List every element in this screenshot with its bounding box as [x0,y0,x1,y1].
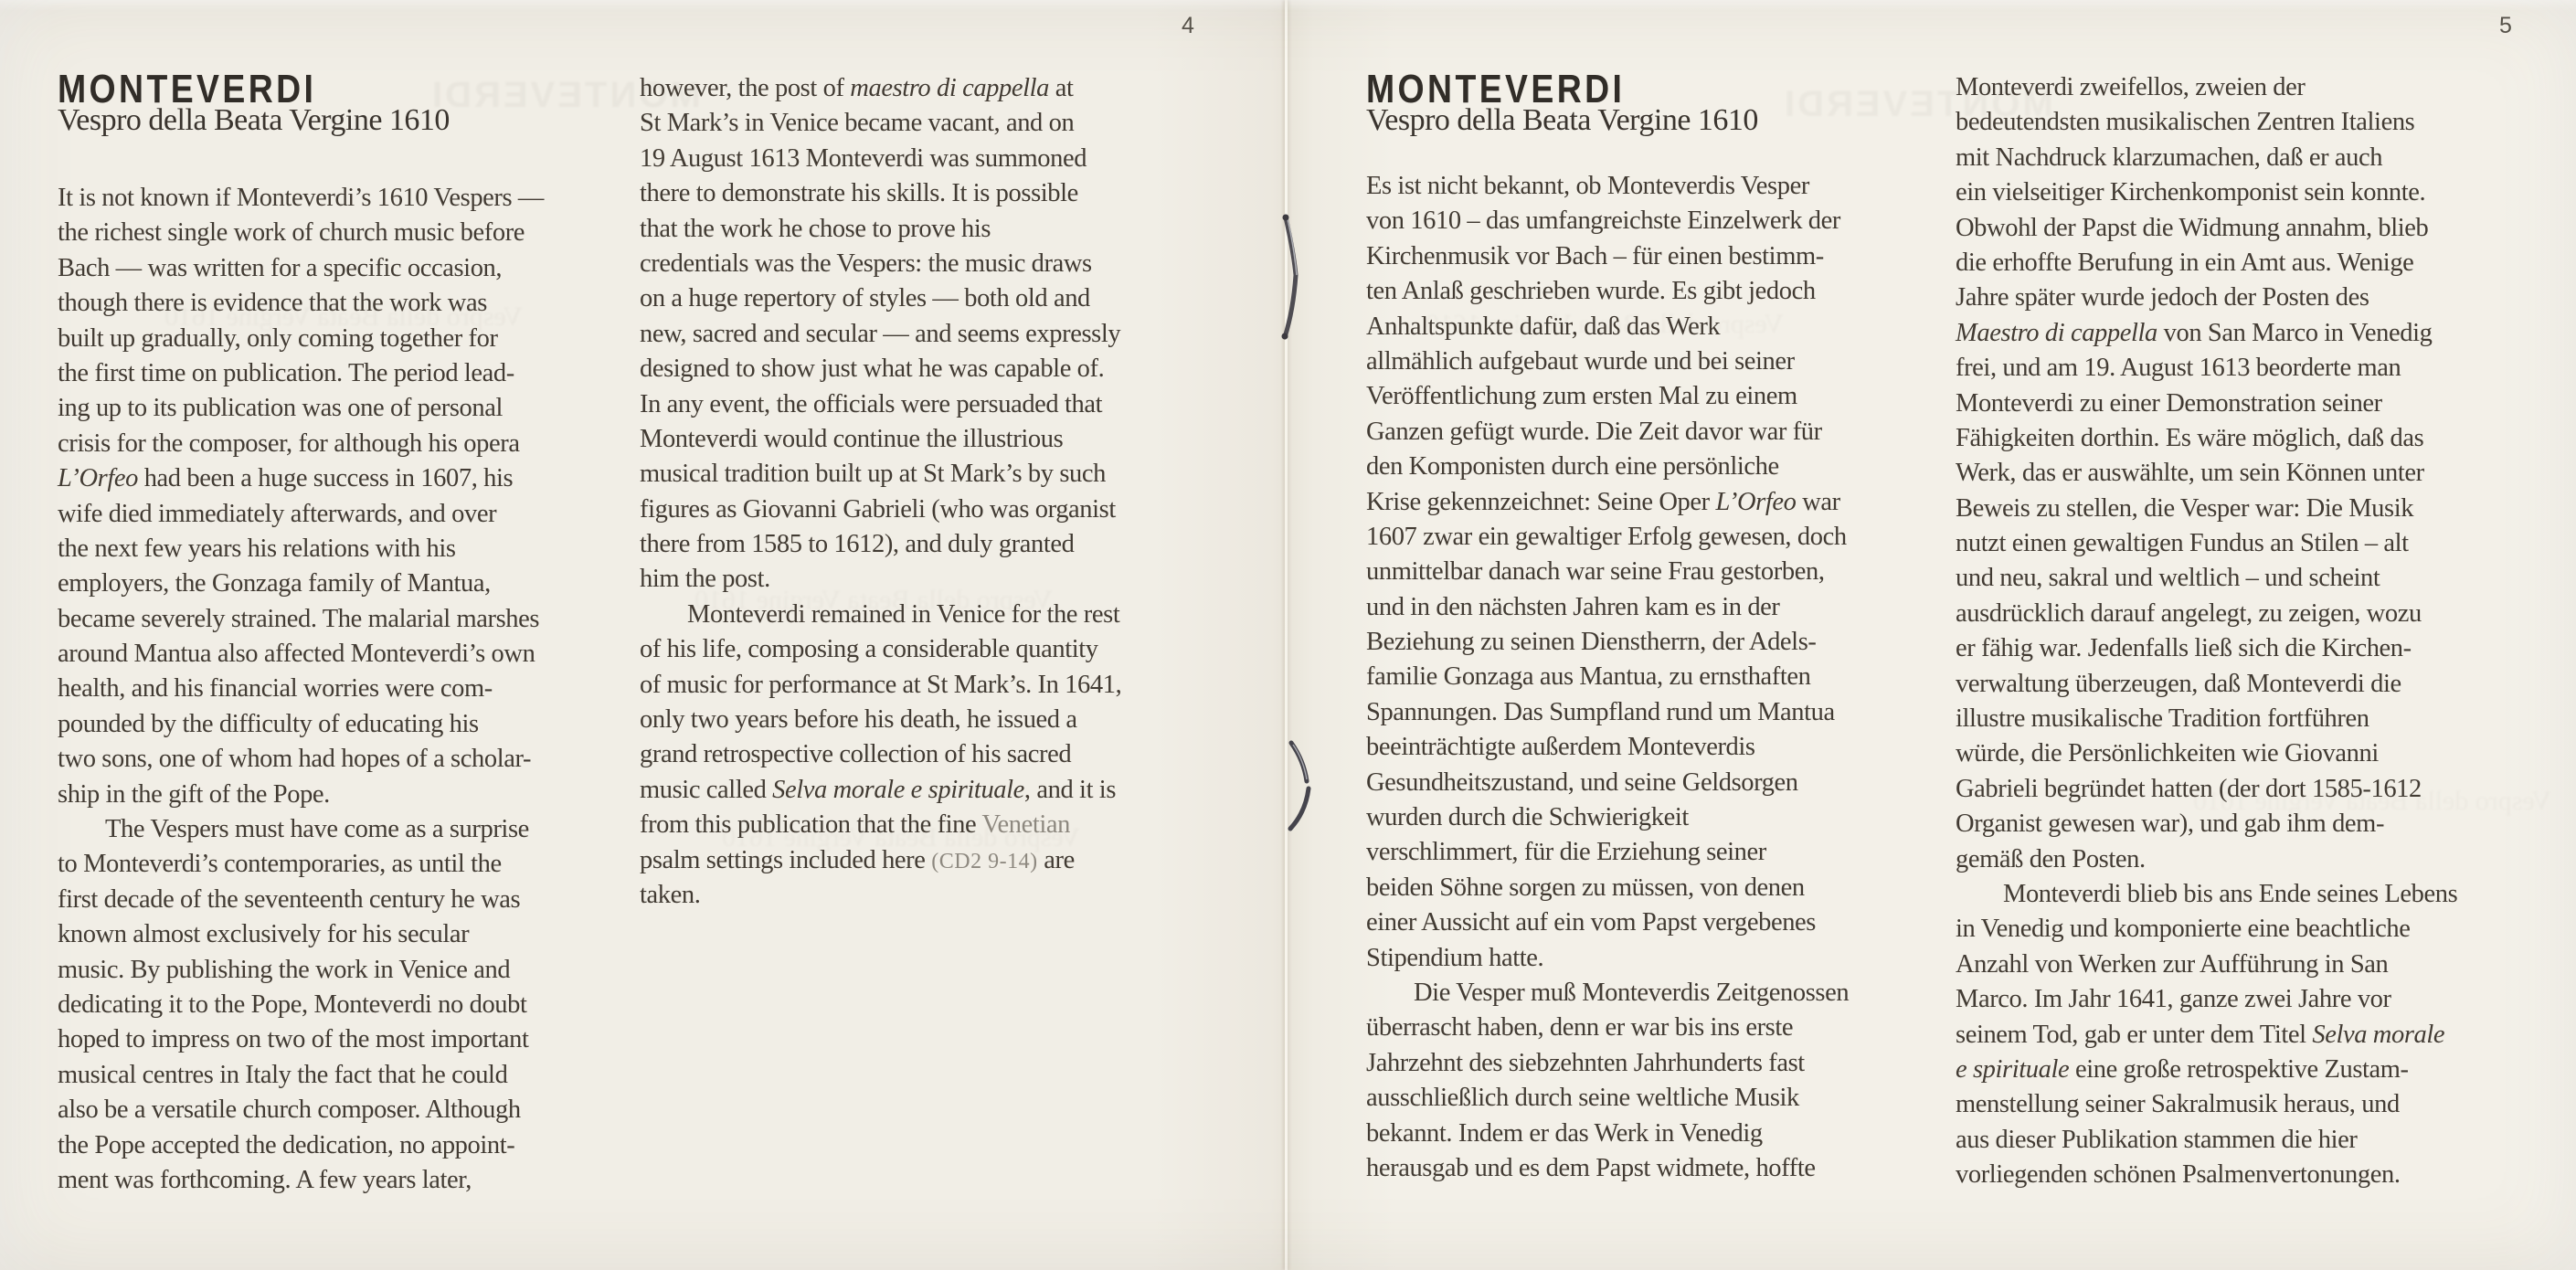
text-line [640,247,1243,281]
text-line [58,322,661,356]
text-line [58,1128,661,1163]
text-segment: the next few years his relations with his [58,534,456,563]
text-segment: health, and his financial worries were com- [58,674,493,704]
text-line [58,391,661,426]
text-line [1956,561,2559,596]
text-line [1366,941,1969,976]
text-line [1366,169,1969,204]
text-segment: , and it is [1023,775,1117,804]
text-line [640,106,1243,141]
text-segment: die erhoffte Berufung in ein Amt aus. Wenige [1956,248,2414,277]
text-line [640,492,1243,527]
text-segment: Monteverdi would continue the illustrious [640,424,1064,453]
text-line [1366,1081,1969,1116]
text-segment: figures as Giovanni Gabrieli (who was organist [640,494,1116,524]
text-line [640,457,1243,492]
text-segment: maestro di cappella [850,74,1050,102]
text-line [1366,871,1969,905]
text-line [58,637,661,672]
text-line [640,703,1243,737]
text-segment: St Mark’s in Venice became vacant, and on [640,109,1075,138]
text-line [58,707,661,742]
text-line [1366,1046,1969,1081]
text-segment: 19 August 1613 Monteverdi was summoned [640,143,1087,173]
text-line [58,847,661,882]
text-segment: there from 1585 to 1612), and duly granted [640,530,1075,559]
text-segment: the first time on publication. The period lead- [58,358,514,387]
text-segment: hoped to impress on two of the most important [58,1025,529,1054]
text-line [58,602,661,637]
text-segment: designed to show just what he was capable of. [640,355,1105,384]
text-segment: ein vielseitiger Kirchenkomponist sein konnte. [1956,178,2426,207]
text-segment: Beziehung zu seinen Dienstherrn, der Adels- [1366,628,1817,657]
text-line [1956,597,2559,631]
text-segment: 1607 zwar ein gewaltiger Erfolg gewesen, doch [1366,522,1847,551]
text-line [58,812,661,847]
text-segment: ment was forthcoming. A few years later, [58,1165,472,1194]
text-segment: music called [640,775,773,804]
text-line [640,352,1243,386]
text-line [640,422,1243,457]
text-segment: unmittelbar danach war seine Frau gestorben, [1366,557,1825,587]
text-segment: built up gradually, only coming together for [58,323,498,353]
scan-top-edge [0,0,2576,11]
text-segment: beeinträchtigte außerdem Monteverdis [1366,733,1755,762]
text-line [640,737,1243,772]
text-line [58,286,661,321]
text-segment: Stipendium hatte. [1366,943,1544,972]
text-line [1956,492,2559,526]
text-segment: of his life, composing a considerable quantity [640,635,1098,664]
text-line [58,917,661,952]
article-subtitle-left: Vespro della Beata Vergine 1610 [58,103,450,137]
text-segment: of music for performance at St Mark’s. In 1641, [640,670,1122,699]
text-line [1366,660,1969,694]
text-segment: herausgab und es dem Papst widmete, hoffte [1366,1153,1816,1182]
text-line [1366,730,1969,765]
text-segment: L’Orfeo [1715,487,1797,516]
text-segment: Maestro di cappella [1956,318,2157,347]
text-line [1956,631,2559,666]
text-segment: The Vespers must have come as a surprise [105,815,529,844]
text-segment: ausdrücklich darauf angelegt, zu zeigen, wozu [1956,598,2422,628]
text-segment: Fähigkeiten dorthin. Es wäre möglich, daß das [1956,423,2424,452]
text-line [1366,1011,1969,1045]
text-segment: music. By publishing the work in Venice and [58,955,511,984]
text-segment: pounded by the difficulty of educating his [58,709,479,738]
text-line [1366,204,1969,238]
text-segment: e spirituale [1956,1054,2070,1084]
text-line [58,216,661,250]
text-segment: became severely strained. The malarial marshes [58,604,540,633]
text-segment: Venetian [981,810,1071,840]
text-line [1956,141,2559,175]
text-line [640,878,1243,913]
text-segment: illustre musikalische Tradition fortführen [1956,704,2369,734]
text-segment: Obwohl der Papst die Widmung annahm, blieb [1956,213,2429,242]
text-line [1366,450,1969,484]
text-line [1366,1151,1969,1186]
text-segment: von 1610 – das umfangreichste Einzelwerk der [1366,206,1840,236]
text-line [58,883,661,917]
text-segment: mit Nachdruck klarzumachen, daß er auch [1956,143,2383,172]
text-segment: verwaltung überzeugen, daß Monteverdi die [1956,669,2401,698]
text-line [1956,1123,2559,1158]
text-segment: him the post. [640,565,770,594]
text-segment: vorliegenden schönen Psalmenvertonungen. [1956,1160,2401,1190]
text-segment: however, the post of [640,74,851,102]
text-line [1956,351,2559,386]
text-line [1956,736,2559,771]
text-line [640,281,1243,316]
text-line [58,742,661,777]
text-line [1956,982,2559,1017]
text-line [640,598,1243,632]
text-line [640,632,1243,667]
text-segment: überrascht haben, denn er war bis ins erste [1366,1013,1794,1042]
text-line [1366,835,1969,870]
text-line [1956,175,2559,210]
text-line [58,181,661,216]
text-line [1956,386,2559,421]
text-line [1956,772,2559,807]
text-segment: L’Orfeo [58,464,138,493]
text-segment: bedeutendsten musikalischen Zentren Italiens [1956,108,2415,137]
text-column-right-2 [1956,70,2559,1193]
text-line [1956,211,2559,246]
text-segment: Organist gewesen war), und gab ihm dem- [1956,810,2385,839]
text-line [640,527,1243,562]
text-line [1366,485,1969,520]
text-segment: to Monteverdi’s contemporaries, as until the [58,850,502,879]
text-segment: Spannungen. Das Sumpfland rund um Mantua [1366,697,1835,726]
text-segment: Monteverdi blieb bis ans Ende seines Lebens [2003,879,2458,908]
text-segment: in Venedig und komponierte eine beachtliche [1956,915,2411,944]
text-line [1366,976,1969,1011]
text-segment: ing up to its publication was one of personal [58,394,503,423]
text-segment: grand retrospective collection of his sacred [640,740,1072,769]
text-line [58,953,661,988]
text-line [1956,877,2559,912]
text-line [58,1093,661,1127]
text-line [640,562,1243,597]
text-segment: gemäß den Posten. [1956,844,2146,873]
text-line [1956,105,2559,140]
text-line [1956,807,2559,841]
text-line [58,672,661,706]
page-number-left: 4 [1182,13,1194,38]
text-segment: though there is evidence that the work was [58,289,487,318]
text-segment: two sons, one of whom had hopes of a scholar- [58,745,532,774]
text-segment: familie Gonzaga aus Mantua, zu ernsthaften [1366,662,1811,692]
text-line [1366,555,1969,589]
text-line [1956,1158,2559,1192]
text-segment: und neu, sakral und weltlich – und scheint [1956,564,2380,593]
gutter-fold [1285,0,1288,1270]
text-line [1956,421,2559,456]
text-line [1366,625,1969,660]
text-segment: Die Vesper muß Monteverdis Zeitgenossen [1414,978,1850,1007]
text-segment: Monteverdi remained in Venice for the rest [687,599,1120,629]
text-segment: the richest single work of church music before [58,218,525,248]
text-line [1366,1117,1969,1151]
text-line [640,773,1243,808]
text-segment: Marco. Im Jahr 1641, ganze zwei Jahre vor [1956,985,2391,1014]
text-segment: Jahrzehnt des siebzehnten Jahrhunderts fast [1366,1048,1805,1077]
text-segment: Selva morale e spirituale [772,775,1024,804]
text-line [1366,905,1969,940]
text-segment: einer Aussicht auf ein vom Papst vergebenes [1366,908,1816,937]
text-segment: that the work he chose to prove his [640,214,991,243]
text-segment: ship in the gift of the Pope. [58,779,330,809]
text-line [1366,379,1969,414]
text-segment: crisis for the composer, for although his opera [58,429,520,458]
text-line [1956,526,2559,561]
text-segment: Selva morale [2312,1020,2445,1049]
text-segment: allmählich aufgebaut wurde und bei seiner [1366,346,1795,376]
article-heading-right: MONTEVERDI [1366,67,1626,111]
text-line [1366,766,1969,800]
text-line [1956,1053,2559,1087]
text-line [58,988,661,1022]
text-segment: the Pope accepted the dedication, no appoint- [58,1130,515,1159]
text-line [1366,590,1969,625]
text-segment: menstellung seiner Sakralmusik heraus, und [1956,1090,2400,1119]
text-segment: first decade of the seventeenth century he was [58,884,521,914]
text-segment: psalm settings included here [640,845,932,874]
text-segment: wife died immediately afterwards, and over [58,499,497,528]
text-line [58,427,661,461]
text-line [58,566,661,601]
text-segment: würde, die Persönlichkeiten wie Giovanni [1956,739,2379,768]
text-segment: eine große retrospektive Zustam- [2069,1054,2409,1084]
text-segment: at [1049,74,1074,102]
text-line [1366,520,1969,555]
text-segment: Beweis zu stellen, die Vesper war: Die Musik [1956,493,2414,523]
text-segment: Jahre später wurde jedoch der Posten des [1956,283,2369,312]
text-segment: there to demonstrate his skills. It is possible [640,179,1078,208]
text-line [1366,695,1969,730]
text-segment: musical centres in Italy the fact that he could [58,1060,508,1089]
text-line [1956,316,2559,351]
text-segment: seinem Tod, gab er unter dem Titel [1956,1020,2313,1049]
text-line [640,142,1243,176]
text-segment: on a huge repertory of styles — both old and [640,284,1090,313]
text-segment: had been a huge success in 1607, his [137,464,514,493]
text-segment: den Komponisten durch eine persönliche [1366,452,1779,482]
text-column-left-2 [640,71,1243,913]
article-subtitle-right: Vespro della Beata Vergine 1610 [1366,103,1758,137]
text-segment: und in den nächsten Jahren kam es in der [1366,592,1780,621]
text-segment: er fähig war. Jedenfalls ließ sich die Kirchen- [1956,634,2412,663]
text-segment: known almost exclusively for his secular [58,920,470,949]
page-number-right: 5 [2499,13,2512,38]
text-line [1366,239,1969,274]
text-segment: bekannt. Indem er das Werk in Venedig [1366,1118,1763,1148]
text-line [1366,274,1969,309]
text-segment: employers, the Gonzaga family of Mantua, [58,569,491,598]
text-segment: Ganzen gefügt wurde. Die Zeit davor war für [1366,417,1822,446]
text-line [1956,912,2559,947]
text-segment: dedicating it to the Pope, Monteverdi no doubt [58,990,527,1019]
text-line [58,1163,661,1198]
text-line [1956,70,2559,105]
text-segment: Es ist nicht bekannt, ob Monteverdis Vesper [1366,172,1809,200]
article-heading-left: MONTEVERDI [58,67,317,111]
text-line [1956,1018,2559,1053]
text-segment: Anzahl von Werken zur Aufführung in San [1956,949,2389,979]
text-segment: Werk, das er auswählte, um sein Können unter [1956,459,2424,488]
text-segment: taken. [640,880,701,909]
text-segment: only two years before his death, he issued a [640,705,1077,735]
text-line [58,532,661,566]
text-segment: credentials was the Vespers: the music draws [640,249,1092,278]
text-segment: frei, und am 19. August 1613 beorderte man [1956,354,2401,383]
text-segment: Monteverdi zu einer Demonstration seiner [1956,388,2382,418]
text-segment: Gesundheitszustand, und seine Geldsorgen [1366,767,1798,797]
text-segment: Gabrieli begründet hatten (der dort 1585-1612 [1956,774,2422,803]
text-segment: around Mantua also affected Monteverdi’s own [58,640,535,669]
text-line [58,497,661,532]
text-line [640,71,1243,106]
text-segment: von San Marco in Venedig [2157,318,2433,347]
text-segment: musical tradition built up at St Mark’s by such [640,460,1106,489]
text-segment: ten Anlaß geschrieben wurde. Es gibt jedoch [1366,277,1816,306]
text-line [1366,800,1969,835]
text-segment: (CD2 9-14) [931,849,1038,873]
text-segment: from this publication that the fine [640,810,982,840]
text-line [1956,842,2559,877]
text-line [58,1022,661,1057]
text-line [1956,280,2559,315]
text-segment: aus dieser Publikation stammen die hier [1956,1125,2358,1154]
text-line [58,461,661,496]
text-line [1956,1087,2559,1122]
text-segment: wurden durch die Schwierigkeit [1366,803,1689,832]
text-segment: beiden Söhne sorgen zu müssen, von denen [1366,873,1805,902]
text-line [1366,415,1969,450]
text-segment: are [1037,845,1075,874]
text-line [640,387,1243,422]
text-line [1366,310,1969,344]
text-segment: It is not known if Monteverdi’s 1610 Vespers — [58,184,545,212]
text-segment: war [1796,487,1840,516]
text-segment: Veröffentlichung zum ersten Mal zu einem [1366,382,1797,411]
text-line [58,778,661,812]
text-segment: ausschließlich durch seine weltliche Musik [1366,1084,1799,1113]
text-column-left-1 [58,181,661,1198]
text-line [1956,246,2559,280]
text-column-right-1 [1366,169,1969,1186]
text-line [1956,667,2559,702]
text-line [1956,702,2559,736]
text-segment: Krise gekennzeichnet: Seine Oper [1366,487,1716,516]
text-segment: nutzt einen gewaltigen Fundus an Stilen – alt [1956,529,2409,558]
text-segment: Kirchenmusik vor Bach – für einen bestimm- [1366,241,1824,270]
text-line [640,176,1243,211]
text-line [640,668,1243,703]
text-line [58,356,661,391]
text-segment: Anhaltspunkte dafür, daß das Werk [1366,312,1721,341]
text-line [640,843,1243,878]
text-segment: verschlimmert, für die Erziehung seiner [1366,838,1766,867]
text-line [640,317,1243,352]
text-segment: also be a versatile church composer. Although [58,1095,521,1125]
text-line [640,808,1243,842]
text-segment: Monteverdi zweifellos, zweien der [1956,73,2306,101]
text-line [58,251,661,286]
text-segment: Bach — was written for a specific occasion, [58,253,503,282]
text-line [640,212,1243,247]
text-line [1956,456,2559,491]
text-segment: In any event, the officials were persuaded that [640,389,1103,418]
text-line [1956,947,2559,982]
text-line [58,1058,661,1093]
text-line [1366,344,1969,379]
text-segment: new, sacred and secular — and seems expressly [640,319,1121,348]
